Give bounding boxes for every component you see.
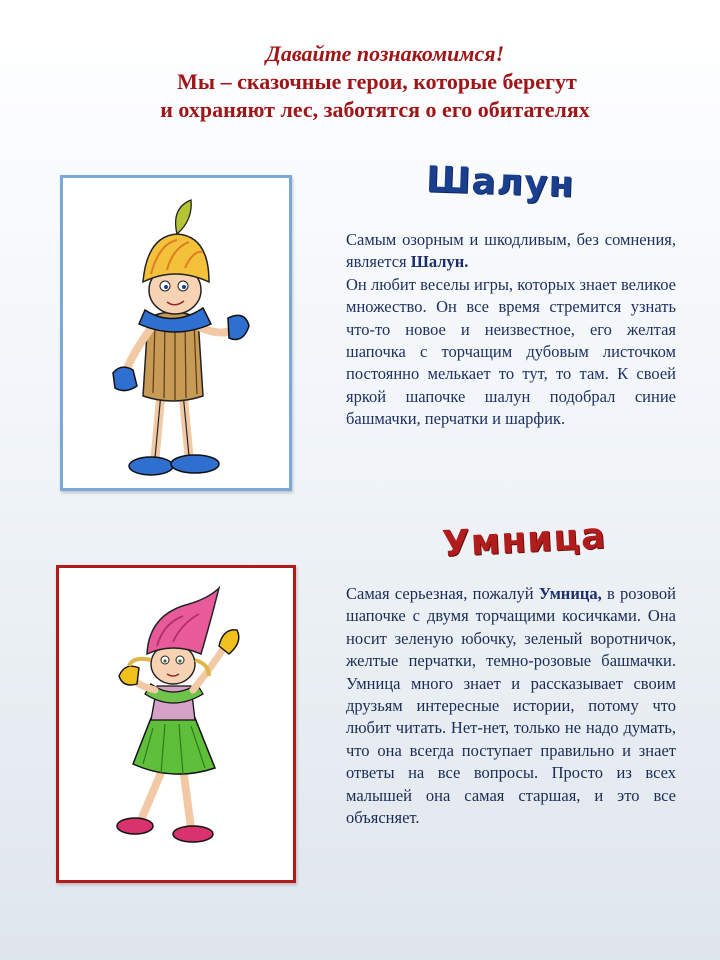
umnitsa-name-bold: Умница, <box>538 584 602 603</box>
umnitsa-description-body <box>346 583 676 829</box>
shalun-description-body: Он любит веселы игры, которых знает великое множество. Он все время стремится узнать что-то новое и неизвестное, его желтая шапочка с торчащим дубовым листочком постоянно мелькает то тут, то там. К своей яркой шапочке шалун подобрал синие башмачки, перчатки и шарфик. <box>346 274 676 429</box>
shalun-name-heading: Шалун <box>425 159 576 206</box>
shalun-intro-text: Самым озорным и шкодливым, без сомнения, является <box>346 230 676 272</box>
umnitsa-body-text: в розовой шапочке с двумя торчащими косичками. Она носит зеленую юбочку, зеленый воротничок, желтые перчатки, темно-розовые башмачки. Умница много знает и рассказывает своим друзьям интересные истории, потому что любит читать. Нет-нет, только не надо думать, что она всегда поступает правильно и знает ответы на все вопросы. Просто из всех малышей она самая старшая, и это все объясняет. <box>346 584 676 828</box>
shalun-picture-frame <box>60 175 292 491</box>
umnitsa-description <box>346 583 676 829</box>
intro-line-1: Мы – сказочные герои, которые берегут <box>177 69 577 94</box>
shalun-name-bold: Шалун. <box>410 252 469 272</box>
shalun-description-intro <box>346 229 676 274</box>
shalun-illustration <box>63 178 289 488</box>
umnitsa-illustration <box>59 568 293 880</box>
intro-line-2: и охраняют лес, заботятся о его обитателях <box>160 97 590 122</box>
page-header <box>0 40 720 124</box>
umnitsa-picture-frame <box>56 565 296 883</box>
umnitsa-intro-text: Самая серьезная, пожалуй <box>346 584 539 603</box>
greeting-title: Давайте познакомимся! <box>265 41 505 66</box>
umnitsa-name-heading: Умница <box>441 515 608 566</box>
shalun-description <box>346 229 676 431</box>
